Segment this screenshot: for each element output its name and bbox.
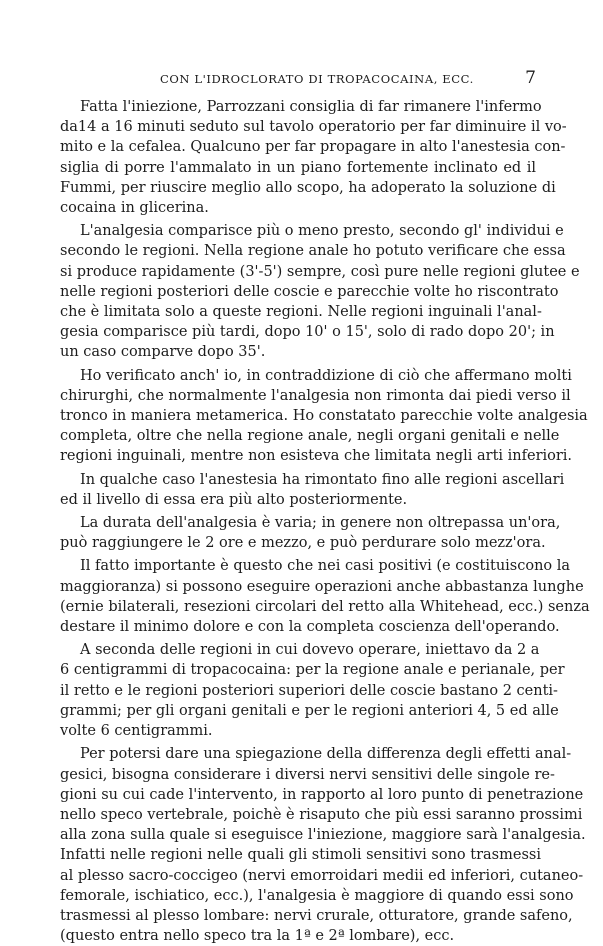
text-line: mito e la cefalea. Qualcuno per far propagare in alto l'anestesia con- — [60, 139, 566, 156]
text-line: (ernie bilaterali, resezioni circolari del retto alla Whitehead, ecc.) senza — [60, 598, 590, 615]
page-number: 7 — [525, 68, 536, 88]
text-line: A seconda delle regioni in cui dovevo operare, iniettavo da 2 a — [80, 642, 540, 659]
text-line: gioni su cui cade l'intervento, in rapporto al loro punto di penetrazione — [60, 786, 584, 803]
text-line: un caso comparve dopo 35'. — [60, 344, 266, 361]
page-header — [60, 68, 536, 90]
paragraph — [60, 640, 565, 741]
text-line: può raggiungere le 2 ore e mezzo, e può perdurare solo mezz'ora. — [60, 535, 546, 552]
text-line: completa, oltre che nella regione anale, negli organi genitali e nelle — [60, 428, 560, 445]
text-line: Per potersi dare una spiegazione della differenza degli effetti anal- — [80, 746, 572, 763]
text-line: si produce rapidamente (3'-5') sempre, così pure nelle regioni glutee e — [60, 263, 580, 280]
text-line: cocaina in glicerina. — [60, 200, 209, 217]
text-line: (questo entra nello speco tra la 1ª e 2ª lombare), ecc. — [60, 928, 455, 945]
running-title: CON L'IDROCLORATO DI TROPACOCAINA, ECC. — [160, 72, 474, 86]
text-line: Infatti nelle regioni nelle quali gli stimoli sensitivi sono trasmessi — [60, 847, 541, 864]
text-line: al plesso sacro-coccigeo (nervi emorroidari medii ed inferiori, cutaneo- — [60, 867, 584, 884]
text-line: nelle regioni posteriori delle coscie e parecchie volte ho riscontrato — [60, 283, 559, 300]
text-line: alla zona sulla quale si eseguisce l'iniezione, maggiore sarà l'analgesia. — [60, 827, 586, 844]
text-line: gesici, bisogna considerare i diversi nervi sensitivi delle singole re- — [60, 766, 555, 783]
text-line: regioni inguinali, mentre non esisteva che limitata negli arti inferiori. — [60, 448, 573, 465]
paragraph — [60, 513, 561, 553]
paragraph — [60, 366, 588, 467]
text-line: volte 6 centigrammi. — [60, 723, 213, 740]
text-line: che è limitata solo a queste regioni. Nelle regioni inguinali l'anal- — [60, 304, 542, 321]
paragraph — [60, 744, 586, 946]
paragraph — [60, 470, 565, 510]
text-line: chirurghi, che normalmente l'analgesia non rimonta dai piedi verso il — [60, 387, 571, 404]
text-line: siglia di porre l'ammalato in un piano fortemente inclinato ed il — [60, 159, 536, 176]
text-line: La durata dell'analgesia è varia; in genere non oltrepassa un'ora, — [80, 515, 561, 532]
text-line: nello speco vertebrale, poichè è risaputo che più essi saranno prossimi — [60, 806, 583, 823]
text-line: 6 centigrammi di tropacocaina: per la regione anale e perianale, per — [60, 662, 565, 679]
paragraph — [60, 97, 567, 218]
text-line: Fatta l'iniezione, Parrozzani consiglia di far rimanere l'infermo — [80, 99, 542, 115]
text-line: L'analgesia comparisce più o meno presto, secondo gl' individui e — [80, 223, 564, 240]
text-line: da14 a 16 minuti seduto sul tavolo operatorio per far diminuire il vo- — [60, 119, 567, 136]
text-line: il retto e le regioni posteriori superiori delle coscie bastano 2 centi- — [60, 682, 558, 699]
paragraph — [60, 556, 590, 637]
text-line: tronco in maniera metamerica. Ho constatato parecchie volte analgesia — [60, 408, 588, 425]
text-line: secondo le regioni. Nella regione anale ho potuto verificare che essa — [60, 243, 566, 260]
text-line: gesia comparisce più tardi, dopo 10' o 15', solo di rado dopo 20'; in — [60, 324, 555, 341]
body-text — [60, 97, 590, 946]
text-line: Ho verificato anch' io, in contraddizione di ciò che affermano molti — [80, 367, 572, 384]
text-line: grammi; per gli organi genitali e per le regioni anteriori 4, 5 ed alle — [60, 702, 559, 719]
text-line: In qualche caso l'anestesia ha rimontato fino alle regioni ascellari — [80, 471, 565, 488]
text-line: ed il livello di essa era più alto posteriormente. — [60, 491, 408, 508]
text-line: femorale, ischiatico, ecc.), l'analgesia è maggiore di quando essi sono — [60, 887, 574, 904]
paragraph — [60, 221, 580, 362]
text-line: destare il minimo dolore e con la completa coscienza dell'operando. — [60, 619, 560, 636]
text-line: maggioranza) si possono eseguire operazioni anche abbastanza lunghe — [60, 578, 584, 595]
text-line: trasmessi al plesso lombare: nervi crurale, otturatore, grande safeno, — [60, 907, 573, 924]
text-line: Fummi, per riuscire meglio allo scopo, ha adoperato la soluzione di — [60, 179, 556, 196]
text-line: Il fatto importante è questo che nei casi positivi (e costituiscono la — [80, 558, 571, 575]
